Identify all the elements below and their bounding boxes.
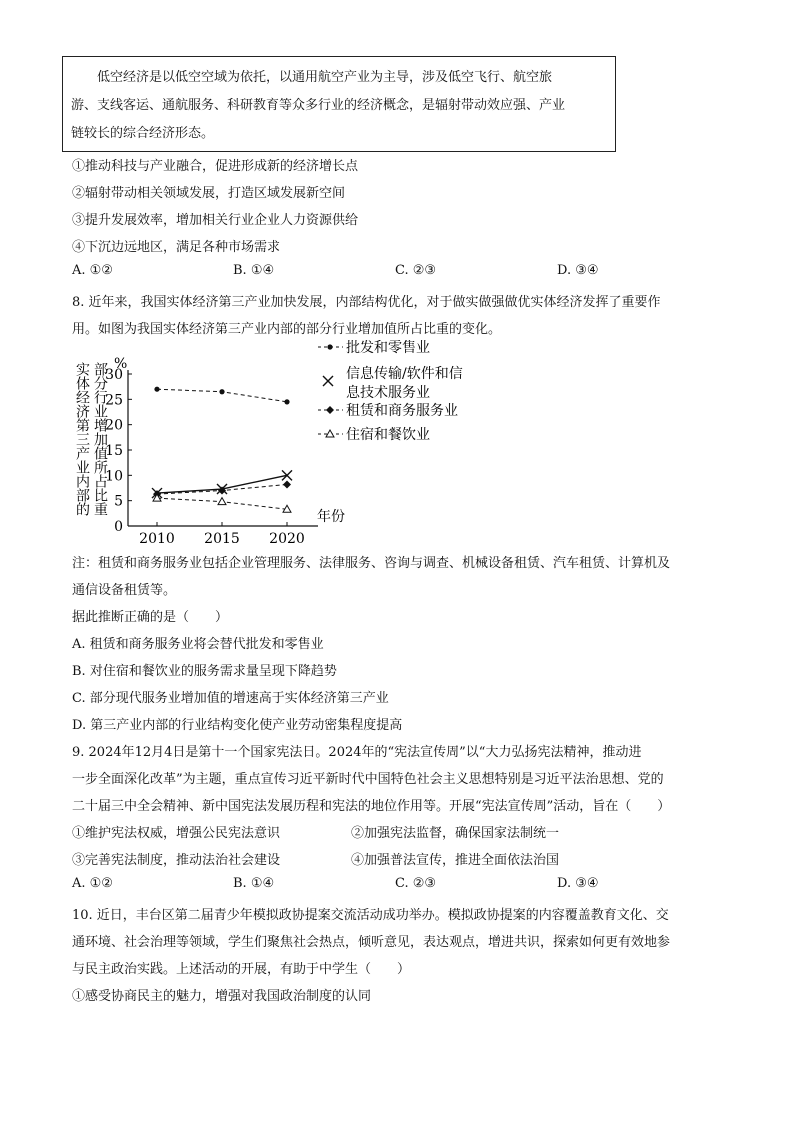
q9-option-c[interactable]: C. ②③ bbox=[395, 876, 437, 891]
legend-label: 住宿和餐饮业 bbox=[346, 427, 430, 443]
legend-item bbox=[318, 340, 430, 356]
intro-line: 游、支线客运、通航服务、科研教育等众多行业的经济概念，是辐射带动效应强、产业 bbox=[71, 98, 566, 113]
legend-item bbox=[318, 426, 430, 443]
q7-statement: ①推动科技与产业融合，促进形成新的经济增长点 bbox=[72, 159, 359, 174]
q7-option-c[interactable]: C. ②③ bbox=[395, 263, 437, 278]
q9-stem-line: 一步全面深化改革”为主题，重点宣传习近平新时代中国特色社会主义思想特别是习近平法治思想、党的 bbox=[72, 772, 664, 787]
x-axis-label: 年份 bbox=[317, 509, 345, 525]
q10-statement: ①感受协商民主的魅力，增强对我国政治制度的认同 bbox=[72, 989, 372, 1004]
intro-line: 链较长的综合经济形态。 bbox=[71, 126, 215, 141]
data-point bbox=[219, 389, 224, 394]
q8-stem-line: 8. 近年来，我国实体经济第三产业加快发展，内部结构优化，对于做实做强做优实体经济发挥了重要作 bbox=[72, 295, 661, 310]
q7-statement: ④下沉边远地区，满足各种市场需求 bbox=[72, 240, 281, 255]
data-point bbox=[218, 498, 226, 505]
q7-statement: ③提升发展效率，增加相关行业企业人力资源供给 bbox=[72, 213, 359, 228]
legend-label: 批发和零售业 bbox=[346, 340, 430, 356]
q8-note-line: 注：租赁和商务服务业包括企业管理服务、法律服务、咨询与调查、机械设备租赁、汽车租赁、计算机及 bbox=[72, 556, 671, 571]
series-4 bbox=[153, 494, 291, 512]
data-point bbox=[283, 480, 291, 488]
y-tick-label: 20 bbox=[105, 417, 123, 434]
legend-item bbox=[323, 365, 463, 401]
data-point bbox=[282, 470, 292, 480]
y-tick-label: 30 bbox=[105, 367, 123, 383]
x-tick-label: 2010 bbox=[139, 531, 175, 547]
data-point bbox=[284, 399, 289, 404]
industry-share-chart bbox=[60, 340, 500, 550]
q8-stem-line: 用。如图为我国实体经济第三产业内部的部分行业增加值所占比重的变化。 bbox=[72, 322, 502, 337]
q8-option-c[interactable]: C. 部分现代服务业增加值的增速高于实体经济第三产业 bbox=[72, 691, 389, 706]
chart-legend bbox=[318, 340, 463, 443]
data-point bbox=[154, 387, 159, 392]
series-1 bbox=[154, 387, 289, 405]
y-axis-label-line: 实体经济第三产业内部的 bbox=[74, 362, 90, 516]
intro-line: 低空经济是以低空空域为依托，以通用航空产业为主导，涉及低空飞行、航空旅 bbox=[71, 70, 553, 85]
legend-marker bbox=[327, 344, 332, 349]
q7-statement: ②辐射带动相关领域发展，打造区域发展新空间 bbox=[72, 186, 346, 201]
q9-statement: ③完善宪法制度，推动法治社会建设 bbox=[72, 853, 281, 868]
legend-label: 信息传输/软件和信 bbox=[346, 366, 463, 382]
q9-statement: ①维护宪法权威，增强公民宪法意识 bbox=[72, 826, 281, 841]
x-tick-label: 2015 bbox=[204, 531, 240, 547]
y-tick-label: 0 bbox=[114, 519, 123, 535]
q8-prompt: 据此推断正确的是（ ） bbox=[72, 610, 229, 625]
y-axis-unit: % bbox=[114, 356, 128, 372]
q10-stem-line: 与民主政治实践。上述活动的开展，有助于中学生（ ） bbox=[72, 962, 411, 977]
q7-option-a[interactable]: A. ①② bbox=[72, 263, 113, 278]
legend-label: 息技术服务业 bbox=[346, 385, 430, 401]
q8-note-line: 通信设备租赁等。 bbox=[72, 583, 177, 598]
chart-series bbox=[152, 387, 292, 513]
legend-marker bbox=[323, 376, 333, 386]
q10-stem-line: 10. 近日，丰台区第二届青少年模拟政协提案交流活动成功举办。模拟政协提案的内容覆盖教育文化、交 bbox=[72, 908, 669, 923]
q9-statement: ②加强宪法监督，确保国家法制统一 bbox=[351, 826, 560, 841]
chart-ticks bbox=[105, 367, 305, 547]
q7-option-d[interactable]: D. ③④ bbox=[557, 263, 599, 278]
q9-option-b[interactable]: B. ①④ bbox=[233, 876, 275, 891]
y-tick-label: 5 bbox=[114, 493, 123, 510]
q9-statement: ④加强普法宣传，推进全面依法治国 bbox=[351, 853, 560, 868]
series-3 bbox=[153, 480, 291, 498]
q8-option-d[interactable]: D. 第三产业内部的行业结构变化使产业劳动密集程度提高 bbox=[72, 718, 403, 733]
q8-option-a[interactable]: A. 租赁和商务服务业将会替代批发和零售业 bbox=[72, 637, 324, 652]
y-tick-label: 15 bbox=[105, 443, 123, 459]
x-tick-label: 2020 bbox=[269, 531, 305, 547]
legend-label: 租赁和商务服务业 bbox=[346, 403, 458, 419]
q9-stem-line: 二十届三中全会精神、新中国宪法发展历程和宪法的地位作用等。开展“宪法宣传周”活动，旨在（ ） bbox=[72, 799, 671, 814]
intro-box bbox=[62, 56, 616, 152]
q8-option-b[interactable]: B. 对住宿和餐饮业的服务需求量呈现下降趋势 bbox=[72, 664, 337, 679]
q7-option-b[interactable]: B. ①④ bbox=[233, 263, 275, 278]
y-tick-label: 10 bbox=[105, 468, 123, 485]
q9-option-d[interactable]: D. ③④ bbox=[557, 876, 599, 891]
q9-option-a[interactable]: A. ①② bbox=[72, 876, 113, 891]
q9-stem-line: 9. 2024年12月4日是第十一个国家宪法日。2024年的“宪法宣传周”以“大力弘扬宪法精神，推动进 bbox=[72, 745, 642, 760]
q10-stem-line: 通环境、社会治理等领域，学生们聚焦社会热点，倾听意见，表达观点，增进共识，探索如何更有效地参 bbox=[72, 935, 671, 950]
legend-item bbox=[318, 402, 458, 419]
y-tick-label: 25 bbox=[105, 392, 123, 409]
y-axis-label-line: 部分行业增加值所占比重 bbox=[92, 362, 108, 516]
legend-marker bbox=[326, 406, 334, 414]
